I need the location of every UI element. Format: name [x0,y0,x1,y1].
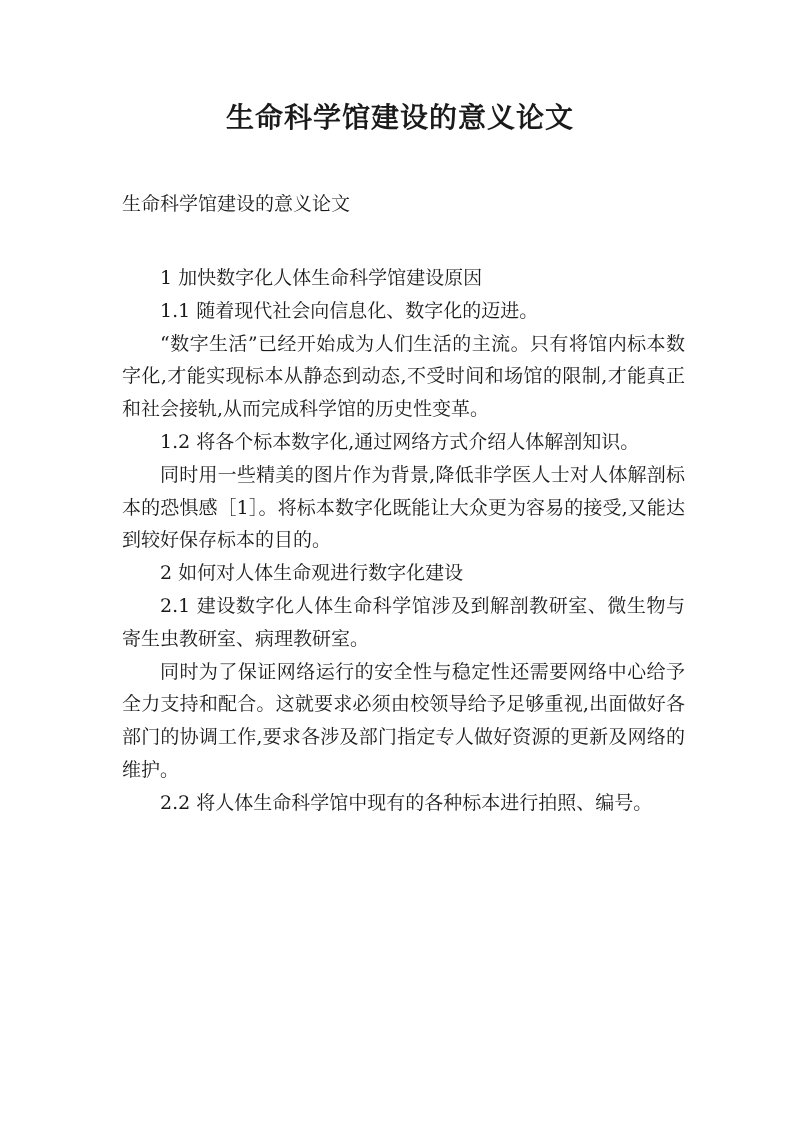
subsection-2-1: 2.1 建设数字化人体生命科学馆涉及到解剖教研室、微生物与寄生虫教研室、病理教研室。 [122,594,685,650]
document-subtitle: 生命科学馆建设的意义论文 [122,193,351,215]
document-title: 生命科学馆建设的意义论文 [225,101,574,134]
paragraph: “数字生活”已经开始成为人们生活的主流。只有将馆内标本数字化,才能实现标本从静态到动态,不受时间和场馆的限制,才能真正和社会接轨,从而完成科学馆的历史性变革。 [122,332,685,421]
subsection-2-2: 2.2 将人体生命科学馆中现有的各种标本进行拍照、编号。 [160,791,653,814]
document-body [122,262,685,820]
paragraph: 同时用一些精美的图片作为背景,降低非学医人士对人体解剖标本的恐惧感［1］。将标本数字化既能让大众更为容易的接受,又能达到较好保存标本的目的。 [122,463,685,552]
paragraph: 同时为了保证网络运行的安全性与稳定性还需要网络中心给予全力支持和配合。这就要求必须由校领导给予足够重视,出面做好各部门的协调工作,要求各涉及部门指定专人做好资源的更新及网络的维护。 [122,660,685,781]
section-heading-1: 1 加快数字化人体生命科学馆建设原因 [160,267,483,289]
subsection-1-1: 1.1 随着现代社会向信息化、数字化的迈进。 [160,299,539,322]
section-heading-2: 2 如何对人体生命观进行数字化建设 [160,562,464,585]
subsection-1-2: 1.2 将各个标本数字化,通过网络方式介绍人体解剖知识。 [160,430,640,453]
